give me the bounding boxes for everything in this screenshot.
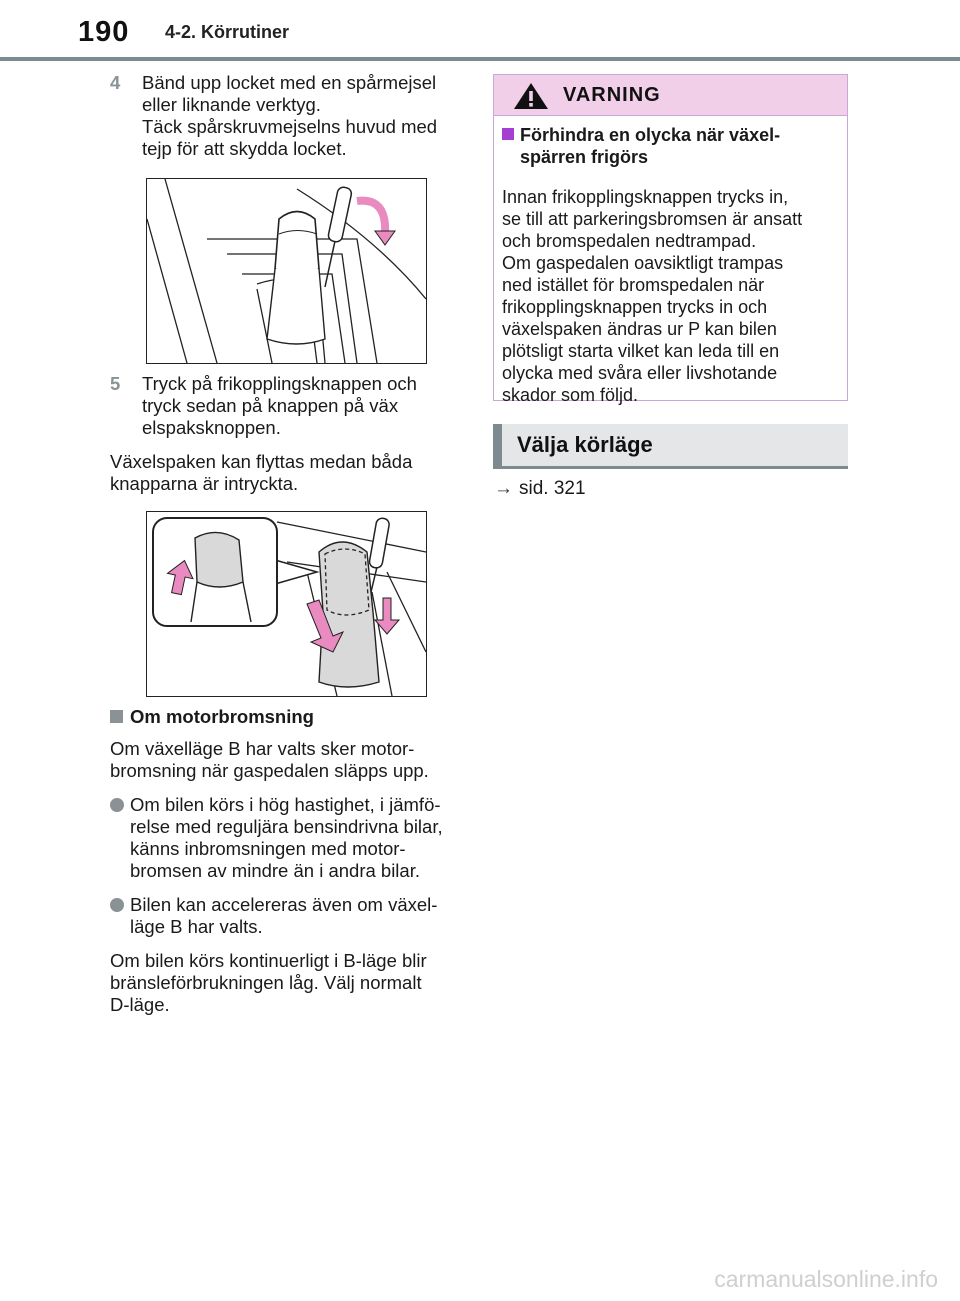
para-line: bränsleförbrukningen låg. Välj normalt (110, 972, 422, 993)
arrow-right-icon: → (494, 478, 513, 499)
bullet-line: relse med reguljära bensindrivna bilar, (130, 816, 443, 837)
step-line: Bänd upp locket med en spårmejsel (142, 72, 437, 93)
warning-line: frikopplingsknappen trycks in och (502, 297, 768, 317)
para-line: Om bilen körs kontinuerligt i B-läge blir (110, 950, 427, 971)
engine-braking-paragraph-1 (110, 738, 465, 782)
para-line: Om växelläge B har valts sker motor- (110, 738, 415, 759)
warning-header (494, 75, 847, 116)
round-bullet-icon (110, 898, 124, 912)
page-header (0, 0, 960, 62)
left-column (110, 72, 465, 1016)
shift-lever-press-drawing (147, 512, 426, 696)
header-rule (0, 57, 960, 61)
warning-triangle-icon (512, 81, 550, 111)
note-line: knapparna är intryckta. (110, 473, 299, 494)
step-number: 4 (110, 72, 121, 93)
illustration-pry-cover (146, 178, 427, 364)
warning-line: plötsligt starta vilket kan leda till en (502, 341, 780, 361)
page-reference-link[interactable] (494, 478, 586, 500)
warning-box (493, 74, 848, 405)
bullet-line: läge B har valts. (130, 916, 263, 937)
right-column (493, 74, 848, 405)
reference-text: sid. 321 (519, 478, 586, 499)
round-bullet-icon (110, 798, 124, 812)
warning-body (494, 116, 847, 406)
square-bullet-icon (110, 710, 123, 723)
step-line: Tryck på frikopplingsknappen och (142, 373, 417, 394)
watermark: carmanualsonline.info (714, 1266, 938, 1292)
heading-text: Om motorbromsning (130, 706, 314, 727)
warning-line: och bromspedalen nedtrampad. (502, 231, 757, 251)
warning-subheading (502, 124, 839, 168)
step-line: tryck sedan på knappen på väx (142, 395, 399, 416)
step-5 (110, 373, 465, 439)
illustration-press-buttons (146, 511, 427, 697)
warning-title: VARNING (563, 84, 661, 106)
bullet-line: känns inbromsningen med motor- (130, 838, 406, 859)
step-line: Täck spårskruvmejselns huvud med (142, 116, 438, 137)
warning-line: växelspaken ändras ur P kan bilen (502, 319, 777, 339)
engine-braking-paragraph-2 (110, 950, 465, 1016)
heading-accent-bar (493, 424, 502, 466)
bullet-item-1 (110, 794, 465, 882)
warning-line: ned istället för bromspedalen när (502, 275, 765, 295)
step-number: 5 (110, 373, 121, 394)
para-line: D-läge. (110, 994, 170, 1015)
warning-line: se till att parkeringsbromsen är ansatt (502, 209, 803, 229)
drive-mode-heading (493, 424, 848, 469)
shift-lever-pry-drawing (147, 179, 426, 363)
section-title: 4-2. Körrutiner (165, 22, 290, 42)
note-line: Växelspaken kan flyttas medan båda (110, 451, 413, 472)
bullet-line: Bilen kan accelereras även om växel- (130, 894, 438, 915)
step-line: elspaksknoppen. (142, 417, 281, 438)
step-4 (110, 72, 465, 160)
bullet-item-2 (110, 894, 465, 938)
page-number: 190 (78, 16, 130, 48)
subheading-line: spärren frigörs (520, 147, 649, 167)
step-line: tejp för att skydda locket. (142, 138, 347, 159)
bullet-line: Om bilen körs i hög hastighet, i jämfö- (130, 794, 441, 815)
drive-mode-title: Välja körläge (517, 432, 653, 457)
warning-text (502, 186, 839, 406)
warning-line: skador som följd. (502, 385, 639, 405)
warning-line: Om gaspedalen oavsiktligt trampas (502, 253, 784, 273)
square-bullet-icon (502, 128, 514, 140)
para-line: bromsning när gaspedalen släpps upp. (110, 760, 429, 781)
note-paragraph (110, 451, 465, 495)
warning-line: Innan frikopplingsknappen trycks in, (502, 187, 789, 207)
warning-line: olycka med svåra eller livshotande (502, 363, 778, 383)
bullet-line: bromsen av mindre än i andra bilar. (130, 860, 420, 881)
subheading-line: Förhindra en olycka när växel- (520, 125, 781, 145)
engine-braking-heading (110, 706, 465, 728)
step-line: eller liknande verktyg. (142, 94, 321, 115)
